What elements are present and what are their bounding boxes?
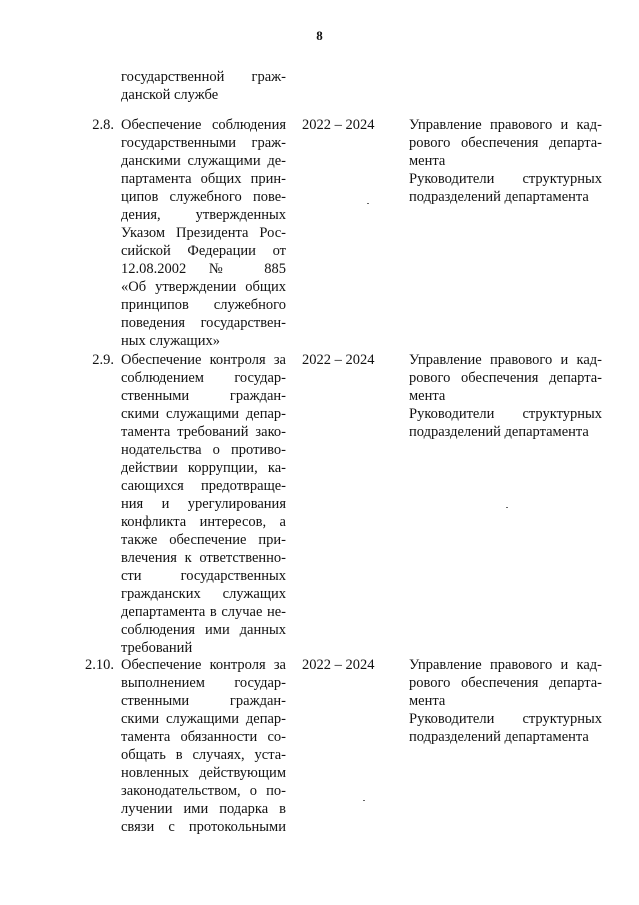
page-number: 8: [316, 28, 323, 43]
text-line: Обеспечение соблюдения: [121, 117, 286, 133]
text-line: тамента обязанности со-: [121, 729, 286, 745]
text-line: гражданских служащих: [121, 586, 286, 602]
text-line: принципов служебного: [121, 297, 286, 313]
text-line: лучении ими подарка в: [121, 801, 286, 817]
item-responsible: [409, 116, 602, 206]
text-line: «Об утверждении общих: [121, 279, 286, 295]
text-line: данской службе: [121, 87, 219, 103]
text-line: данскими служащими де-: [121, 153, 286, 169]
text-line: Указом Президента Рос-: [121, 225, 286, 241]
text-line: Управление правового и кад-: [409, 352, 602, 368]
item-responsible: [409, 656, 602, 746]
text-line: скими служащими депар-: [121, 406, 286, 422]
text-line: мента: [409, 693, 446, 709]
text-line: Руководители структурных: [409, 406, 602, 422]
text-line: скими служащими депар-: [121, 711, 286, 727]
text-line: ственными граждан-: [121, 388, 286, 404]
text-line: требований: [121, 640, 193, 656]
item-description: [121, 656, 286, 836]
text-line: выполнением государ-: [121, 675, 286, 691]
text-line: рового обеспечения департа-: [409, 675, 602, 691]
text-line: соблюдения ими данных: [121, 622, 286, 638]
text-line: законодательством, о по-: [121, 783, 286, 799]
item-number: 2.9.: [92, 352, 114, 368]
text-line: конфликта интересов, а: [121, 514, 286, 530]
text-line: сийской Федерации от: [121, 243, 286, 259]
item-responsible: [409, 351, 602, 441]
text-line: ных служащих»: [121, 333, 220, 349]
text-line: Руководители структурных: [409, 711, 602, 727]
text-line: Управление правового и кад-: [409, 117, 602, 133]
item-number: 2.8.: [92, 117, 114, 133]
text-line: мента: [409, 388, 446, 404]
text-line: дения, утвержденных: [121, 207, 286, 223]
text-line: рового обеспечения департа-: [409, 135, 602, 151]
item-period: 2022 – 2024: [302, 657, 375, 673]
text-line: подразделений департамента: [409, 729, 589, 745]
text-line: ственными граждан-: [121, 693, 286, 709]
text-line: поведения государствен-: [121, 315, 286, 331]
text-line: соблюдением государ-: [121, 370, 286, 386]
text-line: сающихся предотвраще-: [121, 478, 286, 494]
text-line: Обеспечение контроля за: [121, 657, 286, 673]
text-line: ципов служебного пове-: [121, 189, 286, 205]
item-number: 2.10.: [85, 657, 114, 673]
text-line: рового обеспечения департа-: [409, 370, 602, 386]
text-line: связи с протокольными: [121, 819, 286, 835]
scan-speck: [367, 203, 369, 204]
text-line: подразделений департамента: [409, 189, 589, 205]
scan-speck: [363, 800, 365, 801]
text-line: мента: [409, 153, 446, 169]
item-description: [121, 116, 286, 350]
text-line: 12.08.2002 № 885: [121, 261, 286, 277]
continuation-text: [121, 68, 286, 104]
text-line: действии коррупции, ка-: [121, 460, 286, 476]
text-line: партамента общих прин-: [121, 171, 286, 187]
text-line: новленных действующим: [121, 765, 286, 781]
scan-speck: [506, 507, 508, 508]
text-line: Руководители структурных: [409, 171, 602, 187]
text-line: подразделений департамента: [409, 424, 589, 440]
text-line: сти государственных: [121, 568, 286, 584]
item-description: [121, 351, 286, 657]
text-line: ния и урегулирования: [121, 496, 286, 512]
text-line: общать в случаях, уста-: [121, 747, 286, 763]
text-line: тамента требований зако-: [121, 424, 286, 440]
text-line: государственной граж-: [121, 69, 286, 85]
text-line: Обеспечение контроля за: [121, 352, 286, 368]
text-line: государственными граж-: [121, 135, 286, 151]
text-line: Управление правового и кад-: [409, 657, 602, 673]
text-line: департамента в случае не-: [121, 604, 286, 620]
text-line: нодательства о противо-: [121, 442, 286, 458]
item-period: 2022 – 2024: [302, 117, 375, 133]
text-line: также обеспечение при-: [121, 532, 286, 548]
item-period: 2022 – 2024: [302, 352, 375, 368]
text-line: влечения к ответственно-: [121, 550, 286, 566]
